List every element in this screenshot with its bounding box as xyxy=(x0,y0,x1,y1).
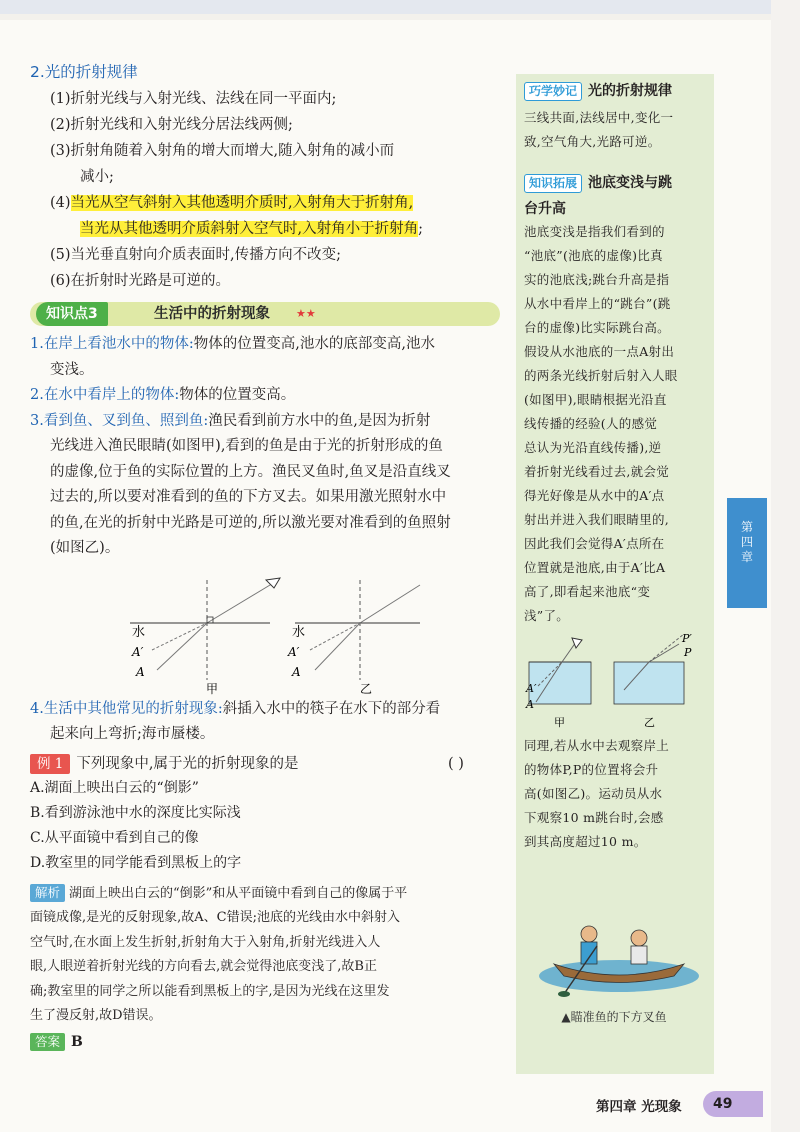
sub-2: 2.在水中看岸上的物体:物体的位置变高。 xyxy=(30,387,296,403)
refraction-rules-list xyxy=(30,86,512,294)
page-edge xyxy=(771,0,800,1132)
pool-fig-caption-a: 甲 xyxy=(554,716,565,729)
svg-text:A′: A′ xyxy=(288,644,300,659)
figure-yi xyxy=(287,580,420,695)
svg-text:A′: A′ xyxy=(526,682,537,695)
figure-pair xyxy=(30,570,512,695)
rule-4-cont: 当光从其他透明介质斜射入空气时,入射角小于折射角; xyxy=(80,221,423,237)
analysis: 解析 湖面上映出白云的“倒影”和从平面镜中看到自己的像属于平 面镜成像,是光的反射现象,故A、C错误;池底的光线由水中斜射入 空气时,在水面上发生折射,折射角大于入射角,折射光线进入人 眼,人眼逆着折射光线的方向看去,就会觉得池底变浅了,故B正 确;教室里的同学之所以能看到黑板上的字,是因为光线在这里发 生了漫反射,故D错误。 xyxy=(30,884,408,1023)
knowledge-point-title: 生活中的折射现象 xyxy=(154,306,270,322)
refraction-phenomena: 1.在岸上看池水中的物体:物体的位置变高,池水的底部变高,池水 变浅。 2.在水中看岸上的物体:物体的位置变高。 3.看到鱼、叉到鱼、照到鱼:渔民看到前方水中的鱼,是因为折射 光线进入渔民眼睛(如图甲),看到的鱼是由于光的折射形成的鱼 的虚像,位于鱼的实际位置的上方。渔民叉鱼时,鱼叉是沿直线叉 过去的,所以要对准看到的鱼的下方叉去。如果用激光照射水中 的鱼,在光的折射中光路是可逆的,所以激光要对准看到的鱼照射 (如图乙)。 xyxy=(30,332,512,562)
water-label-1: 水 xyxy=(132,624,146,640)
illustration-caption: ▲瞄准鱼的下方叉鱼 xyxy=(561,1010,667,1024)
answer xyxy=(30,1033,512,1051)
eye-icon xyxy=(572,638,582,648)
answer-blank: ( ) xyxy=(448,755,464,772)
svg-text:A: A xyxy=(136,664,145,679)
pool-fig-caption-b: 乙 xyxy=(644,716,655,729)
extension-box-header: 知识拓展 池底变浅与跳 xyxy=(524,168,704,198)
water-label-2: 水 xyxy=(292,624,306,640)
analysis-tag: 解析 xyxy=(30,884,65,902)
chapter-tab: 第 四 章 xyxy=(727,498,767,608)
section2-title: 2.光的折射规律 xyxy=(30,63,138,81)
highlight-line-2: 当光从其他透明介质斜射入空气时,入射角小于折射角 xyxy=(80,221,419,237)
option-c: C.从平面镜中看到自己的像 xyxy=(30,829,199,846)
knowledge-point-bar xyxy=(30,302,512,326)
top-margin-strip xyxy=(0,14,800,20)
option-a: A.湖面上映出白云的“倒影” xyxy=(30,779,199,796)
svg-text:P: P xyxy=(684,646,692,659)
refraction-figures xyxy=(30,570,512,695)
answer-value: B xyxy=(71,1033,83,1050)
extension-tag: 知识拓展 xyxy=(524,174,582,193)
answer-tag: 答案 xyxy=(30,1033,65,1051)
difficulty-stars: ★★ xyxy=(296,307,316,320)
sub-4: 4.生活中其他常见的折射现象:斜插入水中的筷子在水下的部分看 起来向上弯折;海市蜃楼。 xyxy=(30,700,441,742)
pool-figures xyxy=(524,630,704,730)
sidebar: 巧学妙记 光的折射规律 三线共面,法线居中,变化一 致,空气角大,光路可逆。 知识拓展 池底变浅与跳 台升高 池底变浅是指我们看到的 “池底”(池底的虚像)比真 实的池底浅;跳台升高是指 从水中看岸上的“跳台”(跳 台的虚像)比实际跳台高。 假设从水池底的一点A射出 的两条光线折射后射入人眼 (如图甲),眼睛根据光沿直 线传播的经验(人的感觉 总认为光沿直线传播),逆 着折射光线看过去,就会觉 得光好像是从水中的A′点 射出并进入我们眼睛里的, 因此我们会觉得A′点所在 位置就是池底,由于A′比A 高了,即看起来池底“变 浅”了。 A′ A 甲 P′ P 乙 同理,若从水中去观察岸上 的物体P,P的位置将会升 高(如图乙)。运动员从水 下观察10 m跳台时,会感 到其高度超过10 m。 ▲瞄准鱼的下方叉鱼 xyxy=(524,76,704,1025)
rule-6: (6)在折射时光路是可逆的。 xyxy=(50,273,231,289)
tip-box-text: 三线共面,法线居中,变化一 致,空气角大,光路可逆。 xyxy=(524,110,674,149)
knowledge-point-tag: 知识点3 xyxy=(36,302,108,326)
svg-text:A: A xyxy=(526,698,534,711)
extension-box-text: 池底变浅是指我们看到的 “池底”(池底的虚像)比真 实的池底浅;跳台升高是指 从水中看岸上的“跳台”(跳 台的虚像)比实际跳台高。 假设从水池底的一点A射出 的两条光线折射后射入人眼 (如图甲),眼睛根据光沿直 线传播的经验(人的感觉 总认为光沿直线传播),逆 着折射光线看过去,就会觉 得光好像是从水中的A′点 射出并进入我们眼睛里的, 因此我们会觉得A′点所在 位置就是池底,由于A′比A 高了,即看起来池底“变 浅”了。 xyxy=(524,224,678,623)
svg-text:P′: P′ xyxy=(682,632,692,645)
rule-2: (2)折射光线和入射光线分居法线两侧; xyxy=(50,117,293,133)
example-options xyxy=(30,776,512,876)
example-tag: 例 1 xyxy=(30,754,70,774)
highlight-line-1: 当光从空气斜射入其他透明介质时,入射角大于折射角, xyxy=(70,195,414,211)
option-b: B.看到游泳池中水的深度比实际浅 xyxy=(30,804,241,821)
rule-5: (5)当光垂直射向介质表面时,传播方向不改变; xyxy=(50,247,342,263)
main-column xyxy=(30,60,512,1051)
page-number: 49 xyxy=(703,1091,763,1117)
sub-3: 3.看到鱼、叉到鱼、照到鱼:渔民看到前方水中的鱼,是因为折射 xyxy=(30,412,431,429)
svg-text:A: A xyxy=(292,664,301,679)
figure-yi-caption: 乙 xyxy=(360,681,373,695)
tip-tag: 巧学妙记 xyxy=(524,82,582,101)
rule-4: (4)当光从空气斜射入其他透明介质时,入射角大于折射角, xyxy=(50,195,414,211)
tip-box-header: 巧学妙记 光的折射规律 xyxy=(524,76,704,106)
svg-text:A′: A′ xyxy=(132,644,144,659)
rule-3: (3)折射角随着入射角的增大而增大,随入射角的减小而 xyxy=(50,143,395,159)
rule-3-cont: 减小; xyxy=(80,169,114,185)
figure-jia xyxy=(130,578,280,695)
option-d: D.教室里的同学能看到黑板上的字 xyxy=(30,854,242,871)
fishing-illustration xyxy=(524,894,704,1004)
extension-box-text-2: 同理,若从水中去观察岸上 的物体P,P的位置将会升 高(如图乙)。运动员从水 下观察10 m跳台时,会感 到其高度超过10 m。 xyxy=(524,738,670,849)
top-margin-bar xyxy=(0,0,800,14)
figure-jia-caption: 甲 xyxy=(206,681,219,695)
sub-1: 1.在岸上看池水中的物体:物体的位置变高,池水的底部变高,池水 xyxy=(30,336,435,352)
example-question: 例 1 下列现象中,属于光的折射现象的是 ( ) xyxy=(30,752,512,776)
footer-chapter: 第四章 光现象 xyxy=(596,1099,682,1115)
rule-1: (1)折射光线与入射光线、法线在同一平面内; xyxy=(50,91,337,107)
